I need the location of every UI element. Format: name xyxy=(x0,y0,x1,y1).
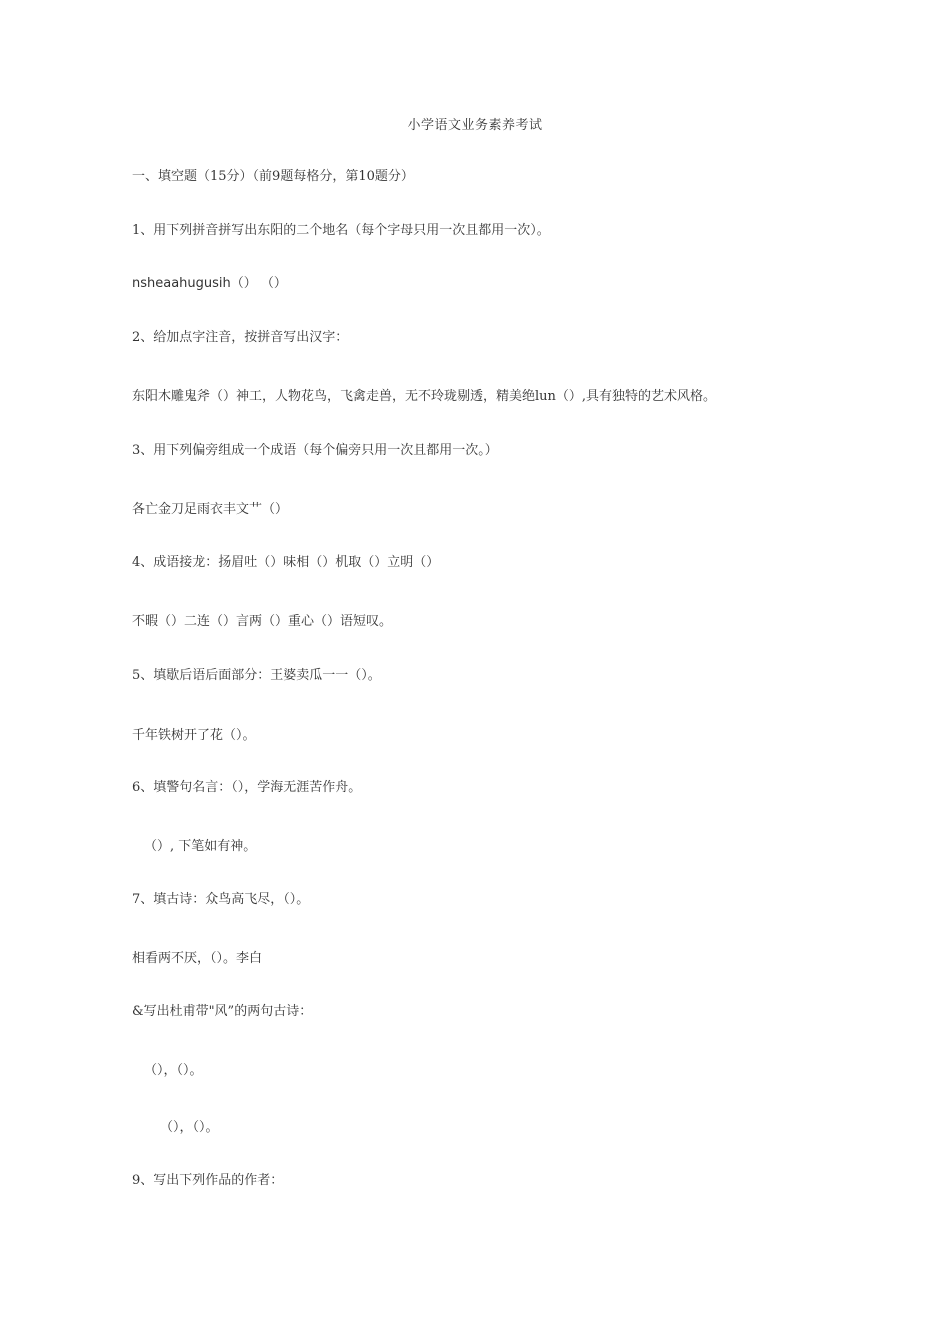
page-title: 小学语文业务素养考试 xyxy=(407,118,543,133)
question-6-text: （）, 下笔如有神。 xyxy=(144,839,257,854)
question-7-text: 相看两不厌，（）。李白 xyxy=(132,951,263,966)
question-7: 7、填古诗：众鸟高飞尽，（）。 xyxy=(132,892,310,907)
question-6: 6、填警句名言：（），学海无涯苦作舟。 xyxy=(132,780,362,795)
question-3-text: 各亡金刀足雨衣丰文艹（） xyxy=(132,502,289,517)
question-8-line-1: （），（）。 xyxy=(144,1063,203,1078)
question-8-line-2: （），（）。 xyxy=(160,1120,219,1135)
question-2-text: 东阳木雕鬼斧（）神工，人物花鸟，飞禽走兽，无不玲珑剔透，精美绝lun（）,具有独特的艺术风格。 xyxy=(132,389,717,404)
question-1: 1、用下列拼音拼写出东阳的二个地名（每个字母只用一次且都用一次）。 xyxy=(132,223,550,238)
question-2: 2、给加点字注音，按拼音写出汉字： xyxy=(132,330,349,345)
question-1-answer: nsheaahugusih（） （） xyxy=(132,276,287,291)
question-9: 9、写出下列作品的作者： xyxy=(132,1173,284,1188)
question-5-text: 千年铁树开了花（）。 xyxy=(132,728,256,743)
question-4-text: 不暇（）二连（）言两（）重心（）语短叹。 xyxy=(132,614,393,629)
section-heading: 一、填空题（15分）（前9题每格分，第10题分） xyxy=(132,169,414,184)
question-8: &写出杜甫带"风”的两句古诗： xyxy=(132,1004,313,1019)
question-4: 4、成语接龙：扬眉吐（）味相（）机取（）立明（） xyxy=(132,555,440,570)
question-5: 5、填歇后语后面部分：王婆卖瓜一一（）。 xyxy=(132,668,381,683)
question-3: 3、用下列偏旁组成一个成语（每个偏旁只用一次且都用一次。） xyxy=(132,443,498,458)
